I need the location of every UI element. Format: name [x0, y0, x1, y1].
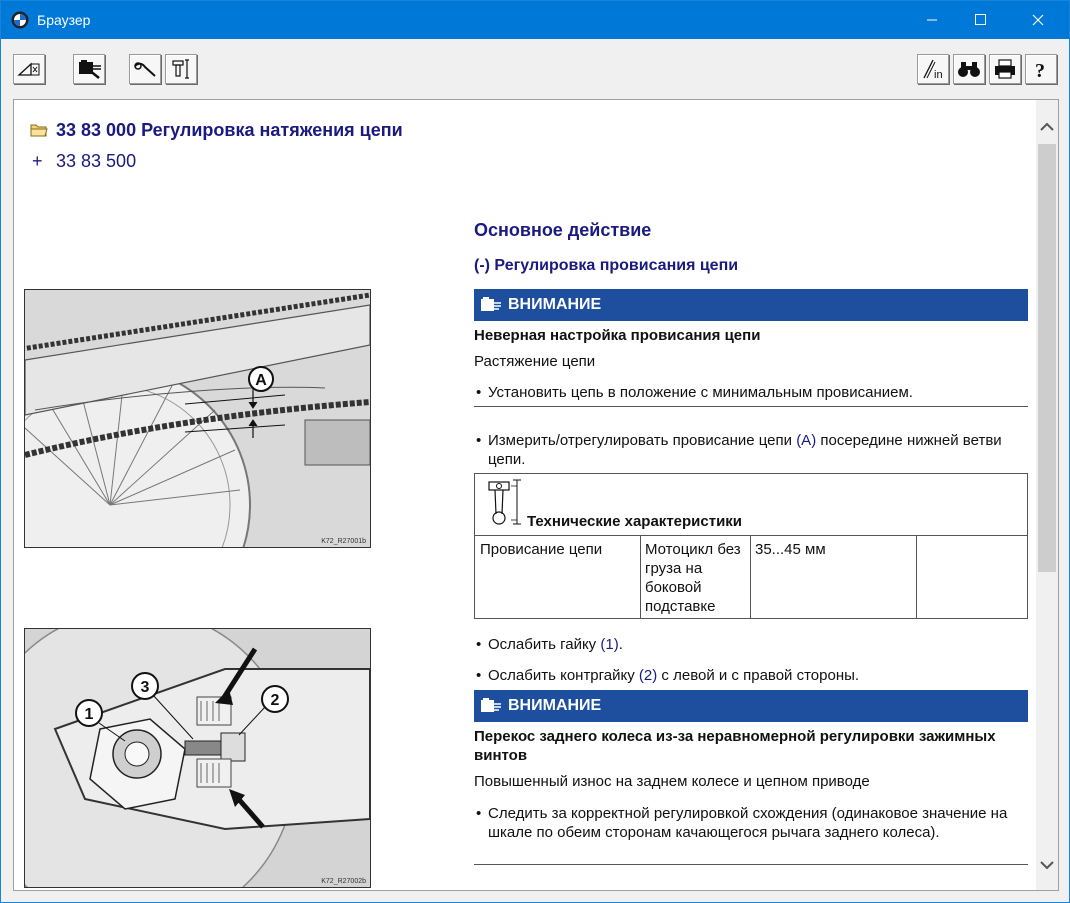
close-button[interactable]: [1015, 1, 1061, 39]
minimize-button[interactable]: [909, 1, 955, 39]
close-icon: [1015, 1, 1061, 39]
folder-icon: [30, 123, 48, 137]
spec-piston-icon: [483, 478, 527, 530]
bmw-logo-icon: [11, 11, 29, 29]
vertical-scrollbar[interactable]: [1036, 100, 1058, 890]
spec-table-header: [475, 474, 1027, 536]
photo-caption: K72_R27002b: [321, 878, 366, 885]
bullet-dot: •: [476, 384, 482, 401]
step-text-part: .: [618, 636, 623, 653]
minimize-icon: [909, 1, 955, 39]
ref-link-a[interactable]: (A): [796, 432, 817, 449]
maximize-button[interactable]: [957, 1, 1003, 39]
wrench-button[interactable]: [129, 54, 161, 84]
step-text-part: Ослабить гайку: [488, 636, 601, 653]
chain-sag-illustration: [25, 290, 370, 547]
spec-table-title: Технические характеристики: [527, 513, 743, 530]
print-button[interactable]: [989, 54, 1021, 84]
expand-marker[interactable]: +: [32, 151, 43, 171]
bullet-dot: •: [476, 805, 482, 822]
document-tools-icon: [77, 58, 103, 80]
spec-value-cell: 35...45 мм: [755, 541, 826, 558]
search-button[interactable]: [953, 54, 985, 84]
help-button[interactable]: [1025, 54, 1057, 84]
subsection-title: (-) Регулировка провисания цепи: [474, 257, 739, 274]
chain-adjuster-photo: [24, 628, 371, 888]
wrench-icon: [133, 58, 157, 80]
step-text: [474, 666, 1034, 685]
warning-hand-icon: [480, 296, 502, 314]
chevron-up-icon: [1036, 116, 1058, 138]
bullet-text: Установить цепь в положение с минимальным провисанием.: [488, 384, 913, 401]
chevron-down-icon: [1036, 854, 1058, 876]
bullet-dot: •: [476, 667, 482, 684]
measure-button[interactable]: [165, 54, 197, 84]
warning-bullet: [474, 804, 1034, 842]
divider: [474, 864, 1028, 865]
callout-2: 2: [270, 692, 280, 709]
spec-table: [474, 473, 1028, 619]
divider: [474, 406, 1028, 407]
maximize-icon: [957, 1, 1003, 39]
step-loosen-nut: [474, 635, 1034, 654]
content-pane[interactable]: [13, 99, 1059, 891]
toolbar: [1, 39, 1069, 97]
bookmark-in-icon: [921, 58, 945, 80]
warning-hand-icon: [480, 697, 502, 715]
warning-consequence: Повышенный износ на заднем колесе и цепном приводе: [474, 773, 870, 790]
chain-sag-photo: [24, 289, 371, 548]
bullet-dot: •: [476, 636, 482, 653]
ref-link-1[interactable]: (1): [600, 636, 619, 653]
bullet-text: Следить за корректной регулировкой схождения (одинаковое значение на шкале по обеим сторонам качающегося рычага заднего колеса).: [488, 805, 1008, 841]
section-title: Основное действие: [474, 220, 652, 240]
warning-heading: Перекос заднего колеса из-за неравномерной регулировки зажимных винтов: [474, 728, 996, 764]
document-tools-button[interactable]: [73, 54, 105, 84]
svg-text:?: ?: [1035, 60, 1045, 80]
printer-icon: [993, 58, 1017, 80]
warning-label: ВНИМАНИЕ: [508, 296, 602, 313]
warning-banner: [474, 289, 1028, 321]
scroll-thumb[interactable]: [1038, 144, 1056, 572]
measure-icon: [169, 58, 193, 80]
binoculars-icon: [957, 58, 981, 80]
window-title: Браузер: [37, 12, 91, 28]
scroll-down-button[interactable]: [1036, 854, 1058, 876]
step-text-part: посередине нижней ветви цепи.: [488, 432, 1002, 468]
ref-link-2[interactable]: (2): [638, 667, 658, 684]
document-title: 33 83 000 Регулировка натяжения цепи: [56, 120, 403, 140]
warning-bullet: [474, 383, 1034, 402]
callout-1: 1: [84, 706, 94, 723]
warning-banner: [474, 690, 1028, 722]
step-loosen-locknut: [474, 666, 1034, 685]
step-text: [474, 635, 1034, 654]
chain-adjuster-illustration: [25, 629, 370, 887]
step-text-part: Ослабить контргайку: [488, 667, 639, 684]
subdocument-link[interactable]: 33 83 500: [56, 151, 137, 171]
bookmark-in-button[interactable]: [917, 54, 949, 84]
back-button[interactable]: [13, 54, 45, 84]
spec-empty-cell: [916, 536, 1027, 618]
svg-text:in: in: [934, 69, 943, 80]
step-text: [474, 431, 1034, 469]
warning-label: ВНИМАНИЕ: [508, 697, 602, 714]
spec-param-cell: Провисание цепи: [480, 541, 603, 558]
help-icon: [1029, 58, 1053, 80]
callout-a: A: [255, 372, 267, 389]
spec-condition-cell: Мотоцикл без груза на боковой подставке: [645, 541, 741, 615]
warning-heading: Неверная настройка провисания цепи: [474, 327, 761, 344]
title-bar[interactable]: [1, 1, 1069, 39]
warning-consequence: Растяжение цепи: [474, 353, 596, 370]
back-icon: [17, 58, 41, 80]
photo-caption: K72_R27001b: [321, 538, 366, 545]
scroll-up-button[interactable]: [1036, 116, 1058, 138]
step-text-part: Измерить/отрегулировать провисание цепи: [488, 432, 797, 449]
step-measure-chain: [474, 431, 1034, 469]
bullet-dot: •: [476, 432, 482, 449]
callout-3: 3: [140, 679, 150, 696]
step-text-part: с левой и с правой стороны.: [657, 667, 860, 684]
